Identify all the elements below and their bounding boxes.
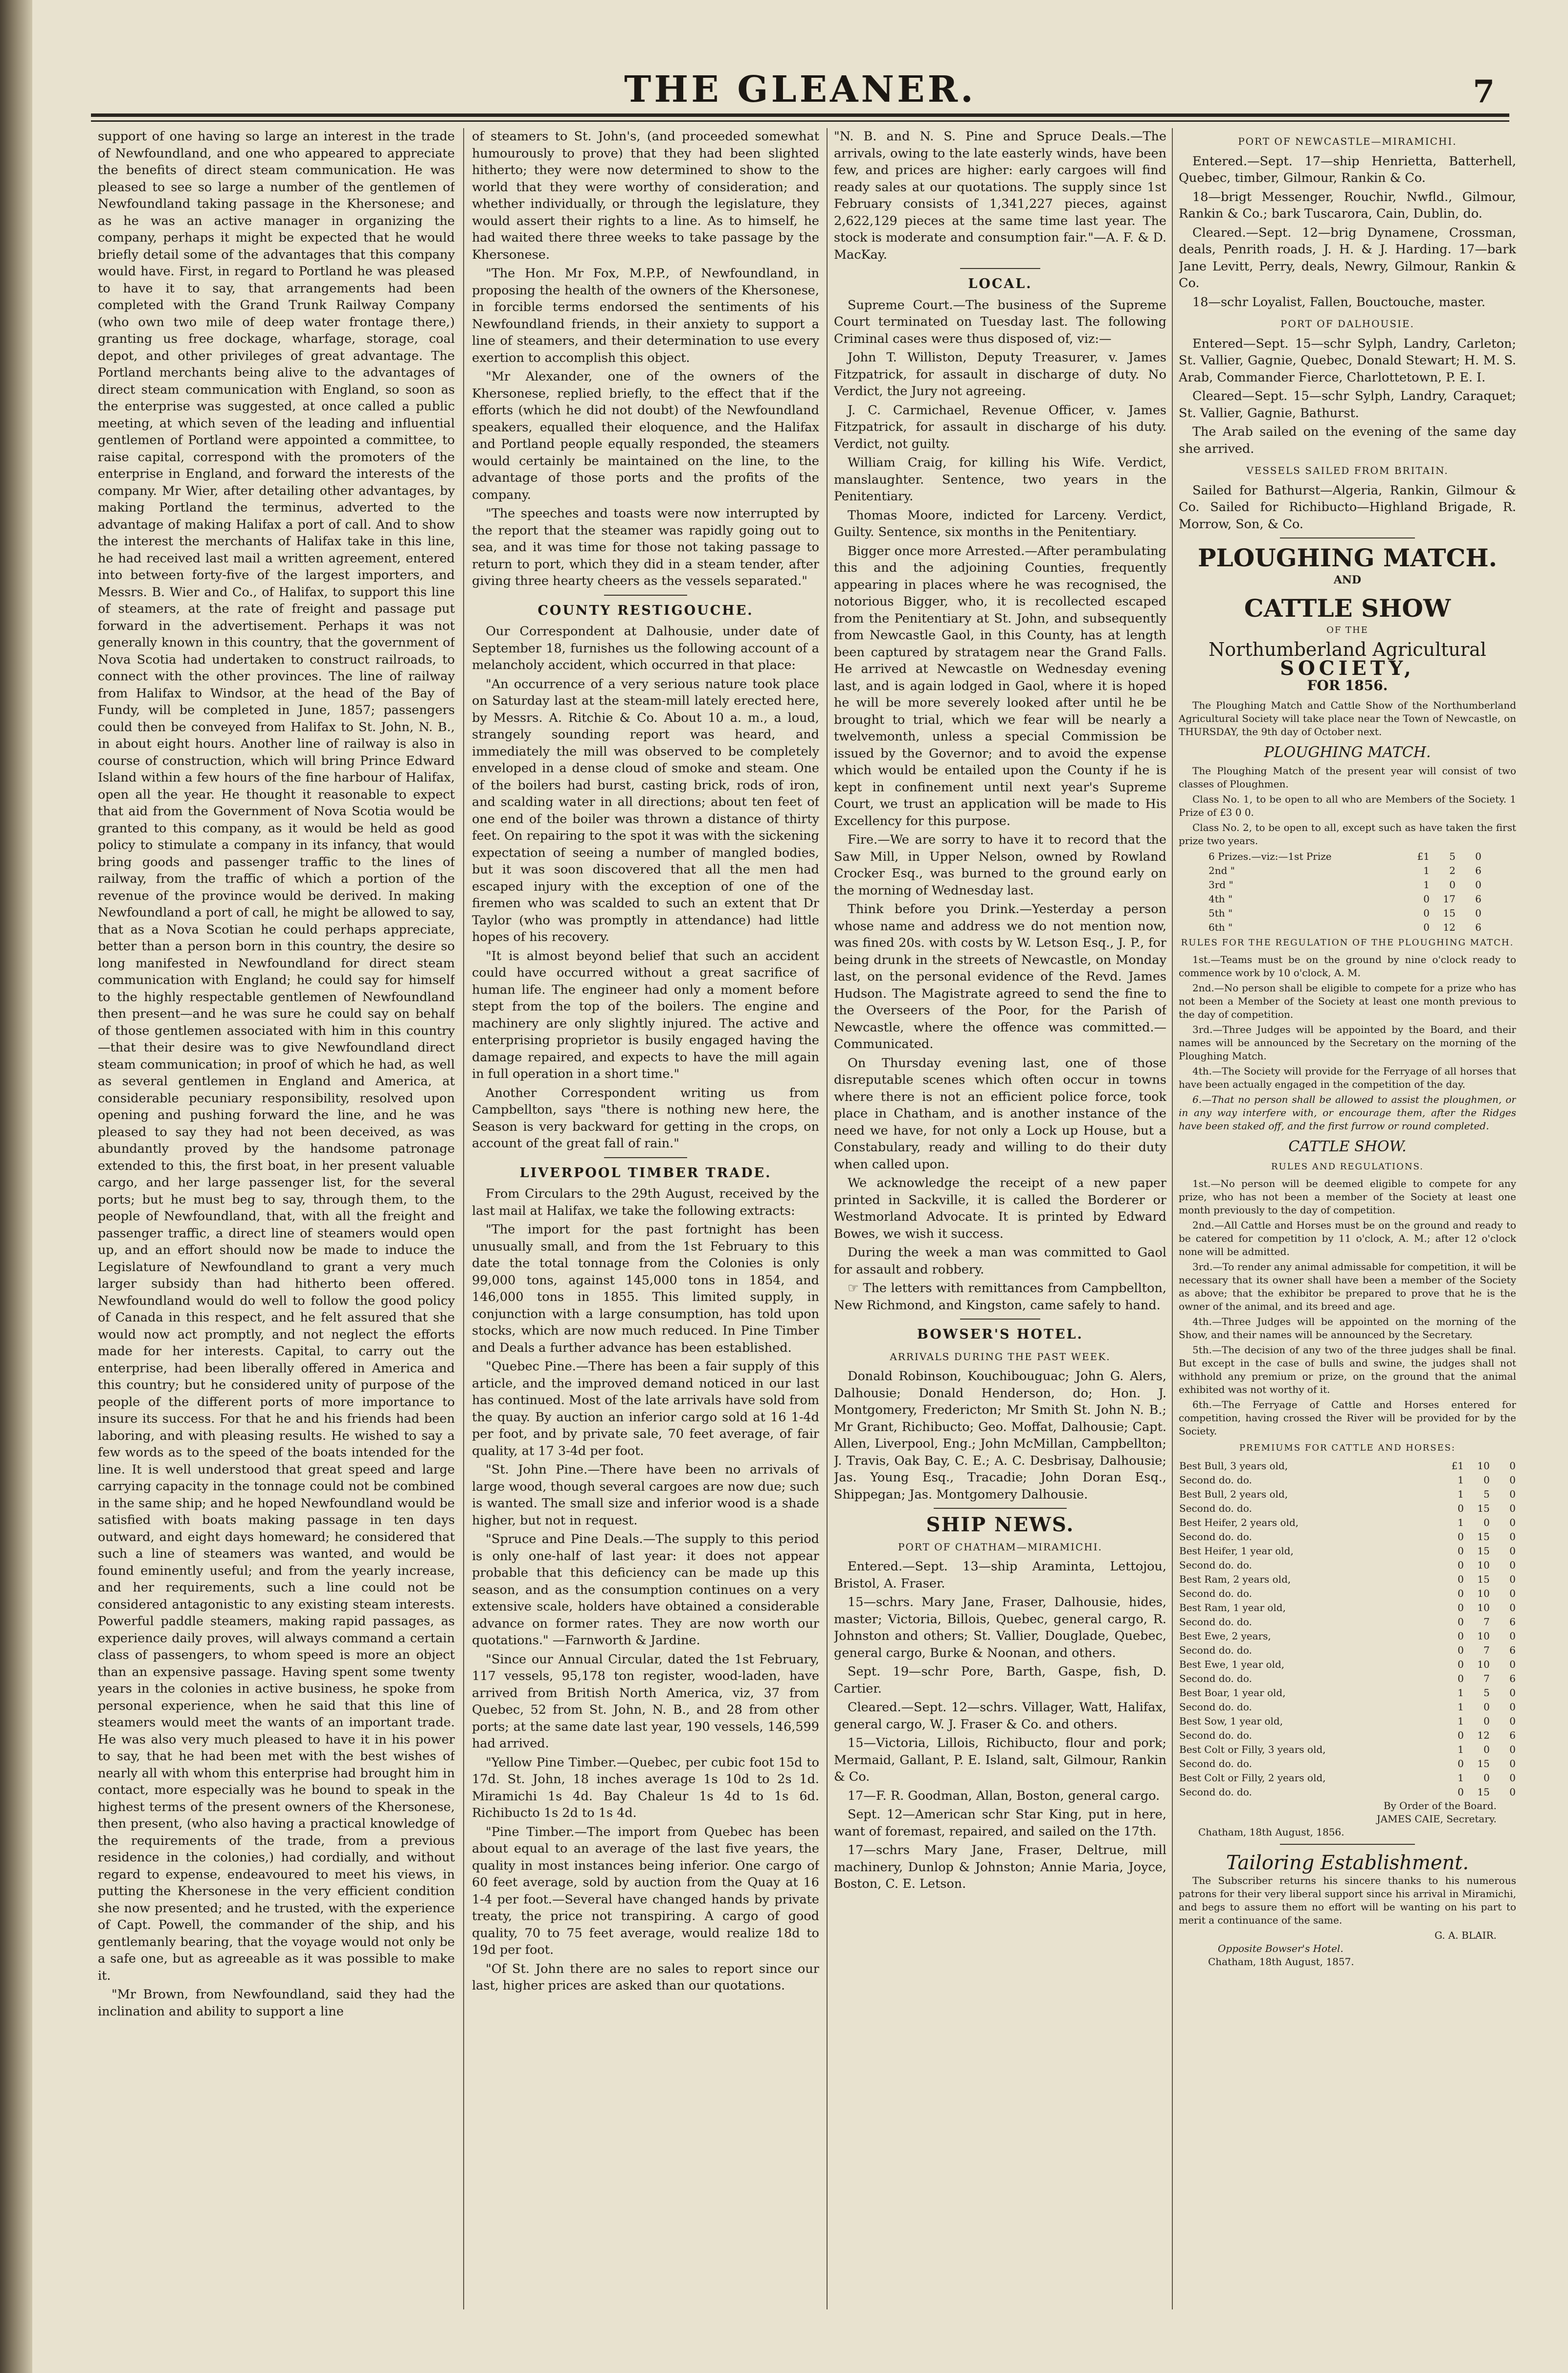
pounds: 0 [1457,1757,1464,1769]
article-paragraph: "Quebec Pine.—There has been a fair supply of this article, and the improved demand noticed in our last has continued. Most of the late arrivals have sold from the quay. By auction an inferior cargo sold at 16 1-4d per foot, and by private sale, 70 feet average, of fair quality, at 17 3-4d per foot. [472,1359,819,1458]
shillings: 7 [1483,1615,1490,1628]
premium-row [1179,1587,1516,1601]
masthead-title: THE GLEANER. [624,68,976,111]
ad-rule: 4th.—Three Judges will be appointed on the morning of the Show, and their names will be announced by the Secretary. [1179,1316,1516,1341]
premium-row [1179,1728,1516,1743]
ad-year: FOR 1856. [1307,677,1388,694]
pence: 0 [1509,1530,1516,1543]
premium-row [1179,1757,1516,1771]
section-heading: COUNTY RESTIGOUCHE. [538,603,754,618]
premium-label: Best Bull, 3 years old, [1179,1459,1288,1472]
section-subheading: ARRIVALS DURING THE PAST WEEK. [890,1350,1111,1363]
article-paragraph: William Craig, for killing his Wife. Verdict, manslaughter. Sentence, two years in the Penitentiary. [834,455,1166,504]
pounds: 0 [1457,1630,1464,1642]
premium-row [1179,1714,1516,1728]
article-paragraph: "Yellow Pine Timber.—Quebec, per cubic foot 15d to 17d. St. John, 18 inches average 1s 10d to 2s 1d. Miramichi 1s 4d. Bay Chaleur 1s 4d to 1s 6d. Richibucto 1s 2d to 1s 4d. [472,1755,819,1820]
article-paragraph: Another Correspondent writing us from Campbellton, says "there is nothing new here, the Season is very backward for getting in the crops, on account of the great fall of rain." [472,1085,819,1151]
premium-row [1179,1516,1516,1530]
pounds: 0 [1457,1587,1464,1599]
ad-paragraph: The Ploughing Match of the present year will consist of two classes of Ploughmen. [1179,764,1516,790]
prize-row [1208,878,1482,892]
shillings: 15 [1477,1573,1490,1585]
section-separator [604,1157,687,1158]
pence: 0 [1509,1474,1516,1486]
article-paragraph: "It is almost beyond belief that such an accident could have occurred without a great sacrifice of human life. The engineer had only a moment before stept from the top of the boilers. The engine and machinery are only slightly injured. The active and enterprising proprietor is busily engaged having the damage repaired, and expects to have the mill again in full operation in a short time." [472,948,819,1081]
shillings: 10 [1477,1601,1490,1613]
ad-and: AND [1333,574,1362,586]
pence: 0 [1509,1587,1516,1599]
pounds: 0 [1457,1658,1464,1670]
pence: 6 [1475,864,1481,876]
premium-row [1179,1601,1516,1615]
premium-label: Second do. do. [1179,1559,1252,1571]
premium-row [1179,1686,1516,1700]
section-subheading: PORT OF CHATHAM—MIRAMICHI. [898,1541,1102,1553]
article-paragraph: support of one having so large an interest in the trade of Newfoundland, and one who appeared to appreciate the benefits of direct steam communication. He was pleased to see so large a number of the gentlemen of Newfoundland taking passage in the Khersonese; and as he was an active manager in organizing the company, perhaps it might be expected that he would briefly detail some of the advantages that this company would have. First, in regard to Portland he was pleased to have it to say, that arrangements had been completed with the Grand Trunk Railway Company (who own two mile of deep water frontage there,) granting us free dockage, wharfage, storage, coal depot, and other privileges of great advantage. The Portland merchants being alive to the advantages of direct steam communication with England, so soon as the enterprise was suggested, at once called a public meeting, at which seven of the leading and influential gentlemen of Portland were appointed a committee, to raise capital, correspond with the promoters of the enterprise in England, and forward the interests of the company. Mr Wier, after detailing other advantages, by making Portland the terminus, adverted to the advantage of making Halifax a port of call. And to show the interest the merchants of Halifax take in this line, he had received last mail a written agreement, entered into between forty-five of the largest importers, and Messrs. B. Wier and Co., of Halifax, to support this line of steamers, at the rate of freight and passage put forward in the advertisement. Perhaps it was not generally known in this country, that the government of Nova Scotia had undertaken to construct railroads, to connect with the other provinces. The line of railway from Halifax to Windsor, at the head of the Bay of Fundy, will be completed in June, 1857; passengers could then be conveyed from Halifax to St. John, N. B., in about eight hours. Another line of railway is also in course of construction, which will bring Prince Edward Island within a few hours of the fine harbour of Halifax, open all the year. He thought it reasonable to expect that aid from the Government of Nova Scotia would be granted to this company, as it would be held as good policy to stimulate a company in its infancy, that would bring goods and passenger traffic to the lines of railway, from the traffic of which a portion of the revenue of the province would be derived. In making Newfoundland a port of call, he might be allowed to say, that as a Nova Scotian he could perhaps appreciate, better than a person born in this country, the desire so long manifested in Newfoundland for direct steam communication with England; he could say for himself to the highly respectable gentlemen of Newfoundland then present—and he was sure he could say on behalf of those gentlemen associated with him in this country—that their desire was to give Newfoundland direct steam communication; in proof of which he had, as well as several gentlemen in England and America, at considerable pecuniary responsibility, resolved upon opening and pushing forward the line, and he was pleased to say they had not been deceived, as was abundantly proved by the handsome patronage extended to this, the first boat, in her present valuable cargo, and her large passenger list, for the several ports; but he must beg to say, through them, to the people of Newfoundland, that, with all the freight and passenger traffic, a direct line of steamers would open up, and an effort should now be made to induce the Legislature of Newfoundland to grant a very much larger subsidy than had hitherto been offered. Newfoundland would do well to follow the good policy of Canada in this respect, and he felt assured that she would now act promptly, and not neglect the efforts made for her interests. Capital, to carry out the enterprise, had been liberally offered in America and this country; but he considered unity of purpose of the people of the different ports of more importance to insure its success. For that he and his friends had been laboring, and with pleasing results. He wished to say a few words as to the speed of the boats intended for the line. It is well understood that great speed and large carrying capacity in the tonnage could not be combined in the same ship; and he hoped Newfoundland would be satisfied with boats making passage in ten days outward, and eight days homeward; he considered that such a line of steamers was wanted, and would be found eminently useful; and from the yearly increase, and her requirements, such a line could not be considered antagonistic to any existing steam interests. Powerful paddle steamers, making rapid passages, as experience daily proves, will always command a certain class of passengers, to whom speed is more an object than an expensive passage. Having spent some twenty years in the colonies in active business, he spoke from personal experience, when he said that this line of steamers would meet the wants of an important trade. He was also very much pleased to have it in his power to say, that he had been met with the best wishes of nearly all with whom this enterprise had brought him in contact, more especially was he bound to speak in the highest terms of the present owners of the Khersonese, then present, (who also having a practical knowledge of the requirements of the trade, from a previous residence in the colonies,) had cordially, and without regard to expense, endeavoured to meet his views, in putting the Khersonese in the very efficient condition she now presented; and he trusted, with the experience of Capt. Powell, the commander of the ship, and his gentlemanly bearing, that the voyage would not only be a safe one, but as agreeable as it was possible to make it. [98,129,455,1983]
premium-label: Second do. do. [1179,1587,1252,1599]
prize-row [1208,892,1482,906]
ad-rule: 2nd.—All Cattle and Horses must be on the ground and ready to be catered for competition by 11 o'clock, A. M.; after 12 o'clock none will be admitted. [1179,1219,1516,1257]
article-paragraph: We acknowledge the receipt of a new paper printed in Sackville, it is called the Borderer or Westmorland Advocate. It is printed by Edward Bowes, we wish it success. [834,1176,1166,1241]
premium-label: Second do. do. [1179,1502,1252,1514]
article-paragraph: Bigger once more Arrested.—After perambulating this and the adjoining Counties, frequently appearing in places where he was recognised, the notorious Bigger, who, it is recollected escaped from the Penitentiary at St. John, and subsequently from Newcastle Gaol, in this County, has at length been captured by stratagem near the Grand Falls. He arrived at Newcastle on Wednesday evening last, and is again lodged in Gaol, where it is hoped he will be more severely looked after until he be brought to trial, which we fear will be nearly a twelvemonth, unless a special Commission be issued by the Governor; and to avoid the expense which would be entailed upon the County if he is kept in confinement until next year's Supreme Court, we trust an application will be made to His Excellency for this purpose. [834,543,1166,828]
shillings: 0 [1483,1474,1490,1486]
premium-row [1179,1615,1516,1629]
premium-label: Second do. do. [1179,1786,1252,1798]
premium-label: Best Ram, 2 years old, [1179,1573,1291,1585]
premium-label: Best Bull, 2 years old, [1179,1488,1288,1500]
article-paragraph: "The speeches and toasts were now interrupted by the report that the steamer was rapidly going out to sea, and it was time for those not taking passage to return to port, which they did in a steam tender, after giving three hearty cheers as the vessels separated." [472,506,819,588]
premium-label: Second do. do. [1179,1644,1252,1656]
premium-row [1179,1785,1516,1799]
shillings: 15 [1477,1786,1490,1798]
article-paragraph: 15—Victoria, Lillois, Richibucto, flour and pork; Mermaid, Gallant, P. E. Island, salt, Gilmour, Rankin & Co. [834,1736,1166,1784]
shillings: 7 [1483,1672,1490,1684]
premium-label: Second do. do. [1179,1474,1252,1486]
shillings: 12 [1443,921,1456,933]
shillings: 0 [1449,878,1456,891]
pounds: 0 [1457,1502,1464,1514]
prize-row [1208,920,1482,935]
article-paragraph: Thomas Moore, indicted for Larceny. Verdict, Guilty. Sentence, six months in the Penitentiary. [834,508,1166,539]
article-paragraph: During the week a man was committed to Gaol for assault and robbery. [834,1245,1166,1277]
tailor-title: Tailoring Establishment. [1226,1851,1469,1874]
shillings: 10 [1477,1459,1490,1472]
article-paragraph: 17—F. R. Goodman, Allan, Boston, general cargo. [848,1788,1160,1803]
pence: 0 [1475,907,1481,919]
pounds: 1 [1423,864,1430,876]
pence: 6 [1509,1644,1516,1656]
ad-rule: 1st.—Teams must be on the ground by nine o'clock ready to commence work by 10 o'clock, A. M. [1179,954,1516,979]
pence: 0 [1509,1701,1516,1713]
article-paragraph: "An occurrence of a very serious nature took place on Saturday last at the steam-mill lately erected here, by Messrs. A. Ritchie & Co. About 10 a. m., a loud, strangely sounding report was heard, and immediately the mill was observed to be completely enveloped in a dense cloud of smoke and steam. One of the boilers had burst, casting brick, rods of iron, and scalding water in all directions; about ten feet of one end of the boiler was thrown a distance of thirty feet. On repairing to the spot it was with the sickening expectation of seeing a number of mangled bodies, but it was soon discovered that all the men had escaped injury with the exception of one of the firemen who was scalded to such an extent that Dr Taylor (who was promptly in attendance) had little hopes of his recovery. [472,676,819,944]
section-subheading: PORT OF DALHOUSIE. [1280,318,1414,330]
pence: 0 [1509,1771,1516,1784]
shillings: 0 [1483,1701,1490,1713]
ad-rule: 1st.—No person will be deemed eligible to compete for any prize, who has not been a member of the Society at least one month previously to the day of competition. [1179,1178,1516,1216]
premium-row [1179,1672,1516,1686]
premium-label: Best Colt or Filly, 2 years old, [1179,1771,1326,1784]
article-paragraph: "St. John Pine.—There have been no arrivals of large wood, though several cargoes are now due; such is wanted. The small size and inferior wood is a shade higher, but not in request. [472,1462,819,1528]
column-2 [472,128,819,2329]
shillings: 12 [1477,1729,1490,1741]
column-divider [463,128,464,2309]
shillings: 10 [1477,1658,1490,1670]
pounds: 0 [1457,1530,1464,1543]
premium-row [1179,1501,1516,1516]
section-separator [1280,1844,1415,1845]
pence: 0 [1509,1516,1516,1528]
ad-society: Northumberland Agricultural [1209,639,1486,660]
premium-label: Best Ewe, 1 year old, [1179,1658,1285,1670]
pence: 0 [1509,1502,1516,1514]
pounds: 1 [1457,1474,1464,1486]
ad-premiums-heading: PREMIUMS FOR CATTLE AND HORSES: [1239,1443,1456,1453]
premium-label: Second do. do. [1179,1729,1252,1741]
column-3 [834,128,1166,2329]
masthead-rule [91,113,1509,117]
section-heading: LOCAL. [968,276,1032,291]
pence: 0 [1509,1459,1516,1472]
article-paragraph: 18—schr Loyalist, Fallen, Bouctouche, master. [1192,294,1486,310]
ad-rule: 5th.—The decision of any two of the three judges shall be final. But except in the case of bulls and swine, the judges shall not withhold any premium or prize, on the ground that the animal exhibited was not worthy of it. [1179,1344,1516,1395]
pence: 6 [1475,893,1481,905]
premium-row [1179,1657,1516,1672]
section-separator [1280,537,1415,538]
section-separator [934,1508,1067,1509]
pounds: 0 [1457,1729,1464,1741]
premium-label: 5th " [1209,907,1233,919]
tailor-body: The Subscriber returns his sincere thanks to his numerous patrons for their very liberal support since his arrival in Miramichi, and begs to assure them no effort will be wanting on his part to merit a continuance of the same. [1179,1875,1516,1926]
shillings: 17 [1443,893,1456,905]
prize-row [1208,906,1482,920]
premium-label: Second do. do. [1179,1757,1252,1769]
ad-order: By Order of the Board. [1383,1799,1497,1812]
section-separator [960,1319,1040,1320]
article-paragraph: "The import for the past fortnight has been unusually small, and from the 1st February to this date the total tonnage from the Colonies is only 99,000 tons, against 145,000 tons in 1854, and 146,000 tons in 1855. This limited supply, in conjunction with a large consumption, has told upon stocks, which are now much reduced. In Pine Timber and Deals a further advance has been established. [472,1222,819,1355]
ad-rule: 2nd.—No person shall be eligible to compete for a prize who has not been a Member of the Society at least one month previous to the day of competition. [1179,982,1516,1020]
premium-row [1179,1544,1516,1558]
article-paragraph: Sept. 12—American schr Star King, put in here, want of foremast, repaired, and sailed on the 17th. [834,1807,1166,1839]
pounds: 0 [1457,1786,1464,1798]
article-paragraph: Supreme Court.—The business of the Supreme Court terminated on Tuesday last. The following Criminal cases were thus disposed of, viz:— [834,297,1166,346]
premium-row [1179,1771,1516,1785]
pence: 0 [1509,1743,1516,1755]
prize-row [1208,864,1482,878]
pounds: 1 [1457,1701,1464,1713]
article-paragraph: Think before you Drink.—Yesterday a person whose name and address we do not mention now, was fined 20s. with costs by W. Letson Esq., J. P., for being drunk in the streets of Newcastle, on Monday last, on the personal evidence of the Revd. James Hudson. The Magistrate agreed to send the fine to the Overseers of the Poor, for the Parish of Newcastle, where the offence was committed.—Communicated. [834,902,1166,1052]
article-paragraph: 18—brigt Messenger, Rouchir, Nwfld., Gilmour, Rankin & Co.; bark Tuscarora, Cain, Dublin, do. [1179,189,1516,221]
pounds: 1 [1457,1516,1464,1528]
pounds: 0 [1457,1545,1464,1557]
pence: 0 [1509,1786,1516,1798]
ad-rules-heading: RULES FOR THE REGULATION OF THE PLOUGHING MATCH. [1181,937,1514,948]
premium-row [1179,1643,1516,1657]
masthead-rule-thin [91,120,1509,122]
shillings: 5 [1483,1488,1490,1500]
shillings: 15 [1477,1502,1490,1514]
premium-label: Second do. do. [1179,1701,1252,1713]
article-paragraph: 15—schrs. Mary Jane, Fraser, Dalhousie, hides, master; Victoria, Billois, Quebec, general cargo, R. Johnston and others; St. Vallier, Douglade, Quebec, general cargo, Burke & Noonan, and others. [834,1595,1166,1660]
premium-label: 6th " [1209,921,1233,933]
article-paragraph: "Since our Annual Circular, dated the 1st February, 117 vessels, 95,178 ton register, wood-laden, have arrived from British North America, viz, 37 from Quebec, 52 from St. John, N. B., and 28 from other ports; at the same date last year, 190 vessels, 146,599 had arrived. [472,1652,819,1751]
ad-secretary: JAMES CAIE, Secretary. [1376,1813,1497,1825]
pence: 0 [1509,1488,1516,1500]
article-paragraph: Cleared—Sept. 15—schr Sylph, Landry, Caraquet; St. Vallier, Gagnie, Bathurst. [1179,389,1516,421]
article-paragraph: 17—schrs Mary Jane, Fraser, Deltrue, mill machinery, Dunlop & Johnston; Annie Maria, Joyce, Boston, C. E. Letson. [834,1843,1166,1891]
shillings: 5 [1483,1686,1490,1699]
article-paragraph: "The Hon. Mr Fox, M.P.P., of Newfoundland, in proposing the health of the owners of the Khersonese, in forcible terms endorsed the sentiments of his Newfoundland friends, in their anxiety to support a line of steamers, and their determination to use every exertion to accomplish this object. [472,266,819,365]
premium-label: Second do. do. [1179,1530,1252,1543]
pounds: 0 [1423,907,1430,919]
premium-row [1179,1530,1516,1544]
ad-subheading: RULES AND REGULATIONS. [1271,1161,1424,1172]
pounds: £1 [1417,850,1430,862]
shillings: 15 [1443,907,1456,919]
article-paragraph: ☞ The letters with remittances from Campbellton, New Richmond, and Kingston, came safely to hand. [834,1281,1166,1313]
ad-section-heading: CATTLE SHOW. [1288,1138,1407,1155]
ad-paragraph: Class No. 1, to be open to all who are Members of the Society. 1 Prize of £3 0 0. [1179,793,1516,818]
column-divider [1172,128,1173,2309]
ad-society-2: SOCIETY, [1280,657,1415,680]
premium-label: 4th " [1209,893,1233,905]
tailor-name: G. A. BLAIR. [1434,1929,1497,1941]
ad-rule: 4th.—The Society will provide for the Ferryage of all horses that have been actually engaged in the competition of the day. [1179,1065,1516,1090]
article-paragraph: John T. Williston, Deputy Treasurer, v. James Fitzpatrick, for assault in discharge of duty. No Verdict, the Jury not agreeing. [834,350,1166,399]
shillings: 0 [1483,1743,1490,1755]
premium-label: Best Boar, 1 year old, [1179,1686,1286,1699]
shillings: 15 [1477,1530,1490,1543]
section-heading: SHIP NEWS. [926,1513,1075,1536]
pounds: 1 [1457,1488,1464,1500]
ploughing-prizes-table [1208,850,1482,935]
pence: 6 [1509,1672,1516,1684]
pence: 0 [1509,1686,1516,1699]
article-paragraph: of steamers to St. John's, (and proceeded somewhat humourously to prove) that they had been slighted hitherto; they were now determined to show to the world that they were worthy of consideration; and whether individually, or through the legislature, they would assert their rights to a line. As to himself, he had waited there three weeks to take passage by the Khersonese. [472,129,819,262]
shillings: 0 [1483,1516,1490,1528]
shillings: 15 [1477,1545,1490,1557]
article-paragraph: Entered.—Sept. 17—ship Henrietta, Batterhell, Quebec, timber, Gilmour, Rankin & Co. [1179,154,1516,185]
shillings: 5 [1449,850,1456,862]
premium-row [1179,1558,1516,1572]
pence: 0 [1509,1715,1516,1727]
pounds: 1 [1457,1743,1464,1755]
premium-label: Second do. do. [1179,1615,1252,1628]
article-paragraph: Entered—Sept. 15—schr Sylph, Landry, Carleton; St. Vallier, Gagnie, Quebec, Donald Stewart; H. M. S. Arab, Commander Fierce, Charlottetown, P. E. I. [1179,336,1516,385]
article-paragraph: "Spruce and Pine Deals.—The supply to this period is only one-half of last year: it does not appear probable that this deficiency can be made up this season, and as the consumption continues on a very extensive scale, holders have obtained a considerable advance on former rates. They are now worth our quotations." —Farnworth & Jardine. [472,1532,819,1648]
article-paragraph: On Thursday evening last, one of those disreputable scenes which often occur in towns where there is not an efficient police force, took place in Chatham, and is another instance of the need we have, for not only a Lock up House, but a Constabulary, ready and willing to do their duty when called upon. [834,1055,1166,1172]
cattle-premiums-table [1179,1459,1516,1799]
ad-of: OF THE [1326,625,1368,635]
tailoring-advertisement [1179,1851,1516,1969]
premium-label: Second do. do. [1179,1672,1252,1684]
prize-row [1208,850,1482,864]
pounds: 1 [1423,878,1430,891]
article-paragraph: "Of St. John there are no sales to report since our last, higher prices are asked than our quotations. [472,1961,819,1993]
pence: 0 [1509,1573,1516,1585]
premium-label: Best Ram, 1 year old, [1179,1601,1286,1613]
pence: 0 [1509,1545,1516,1557]
article-paragraph: Fire.—We are sorry to have it to record that the Saw Mill, in Upper Nelson, owned by Rowland Crocker Esq., was burned to the ground early on the morning of Wednesday last. [834,832,1166,898]
pounds: 1 [1457,1771,1464,1784]
pounds: 1 [1457,1686,1464,1699]
ploughing-match-advertisement [1179,544,1516,1839]
section-separator [604,595,687,596]
pence: 6 [1509,1615,1516,1628]
article-paragraph: Sailed for Bathurst—Algeria, Rankin, Gilmour & Co. Sailed for Richibucto—Highland Brigade, R. Morrow, Son, & Co. [1179,483,1516,532]
pounds: 0 [1423,893,1430,905]
premium-row [1179,1629,1516,1643]
premium-row [1179,1743,1516,1757]
pounds: 0 [1457,1644,1464,1656]
section-subheading: VESSELS SAILED FROM BRITAIN. [1246,465,1449,476]
article-paragraph: Sept. 19—schr Pore, Barth, Gaspe, fish, D. Cartier. [834,1664,1166,1696]
pounds: £1 [1451,1459,1464,1472]
premium-label: 3rd " [1209,878,1233,891]
section-heading: LIVERPOOL TIMBER TRADE. [519,1165,772,1181]
premium-label: 6 Prizes.—viz:—1st Prize [1209,850,1332,862]
article-paragraph: "Mr Alexander, one of the owners of the Khersonese, replied briefly, to the effect that if the efforts (which he did not doubt) of the Newfoundland speakers, equalled their eloquence, and the Halifax and Portland people equally responded, the steamers would certainly be maintained on the line, to the advantage of those ports and the profits of the company. [472,369,819,502]
pence: 0 [1475,850,1481,862]
shillings: 10 [1477,1559,1490,1571]
shillings: 0 [1483,1771,1490,1784]
pounds: 0 [1457,1601,1464,1613]
ad-rule: 3rd.—Three Judges will be appointed by the Board, and their names will be announced by the Secretary on the morning of the Ploughing Match. [1179,1024,1516,1062]
column-divider [827,128,828,2309]
page-number: 7 [1473,73,1495,110]
premium-row [1179,1473,1516,1487]
premium-label: Best Heifer, 1 year old, [1179,1545,1294,1557]
premium-label: Best Heifer, 2 years old, [1179,1516,1299,1528]
article-paragraph: J. C. Carmichael, Revenue Officer, v. James Fitzpatrick, for assault in discharge of his duty. Verdict, not guilty. [834,403,1166,451]
premium-row [1179,1572,1516,1587]
ad-intro: The Ploughing Match and Cattle Show of the Northumberland Agricultural Society will take place near the Town of Newcastle, on THURSDAY, the 9th day of October next. [1179,699,1516,738]
pence: 0 [1509,1630,1516,1642]
pence: 0 [1509,1601,1516,1613]
ad-rule: 6.—That no person shall be allowed to assist the ploughmen, or in any way interfere with, or encourage them, after the Ridges have been staked off, and the first furrow or round completed. [1179,1094,1516,1132]
pounds: 1 [1457,1715,1464,1727]
section-separator [960,268,1040,269]
pounds: 0 [1457,1615,1464,1628]
ad-title: PLOUGHING MATCH. [1197,543,1498,572]
pounds: 0 [1457,1672,1464,1684]
premium-label: Best Sow, 1 year old, [1179,1715,1283,1727]
premium-row [1179,1487,1516,1501]
article-paragraph: The Arab sailed on the evening of the same day she arrived. [1179,425,1516,456]
tailor-address: Opposite Bowser's Hotel. [1218,1943,1344,1954]
book-binding [0,0,32,2373]
shillings: 2 [1449,864,1456,876]
section-subheading: PORT OF NEWCASTLE—MIRAMICHI. [1238,135,1457,147]
article-paragraph: Cleared.—Sept. 12—brig Dynamene, Crossman, deals, Penrith roads, J. H. & J. Harding. 17—bark Jane Levitt, Perry, deals, Newry, Gilmour, Rankin & Co. [1179,225,1516,291]
article-paragraph: Donald Robinson, Kouchibouguac; John G. Alers, Dalhousie; Donald Henderson, do; Hon. J. Montgomery, Fredericton; Mr Smith St. John N. B.; Mr Grant, Richibucto; Geo. Moffat, Dalhousie; Capt. Allen, Liverpool, Eng.; John McMillan, Campbellton; J. Travis, Oak Bay, C. E.; A. C. Desbrisay, Dalhousie; Jas. Young Esq., Tracadie; John Doran Esq., Shippegan; Jas. Montgomery Dalhousie. [834,1369,1166,1502]
section-heading: BOWSER'S HOTEL. [917,1327,1083,1342]
pounds: 0 [1457,1573,1464,1585]
pence: 0 [1509,1658,1516,1670]
column-4 [1179,128,1516,2329]
pence: 0 [1509,1559,1516,1571]
article-paragraph: Our Correspondent at Dalhousie, under date of September 18, furnishes us the following account of a melancholy accident, which occurred in that place: [472,624,819,672]
pounds: 0 [1457,1559,1464,1571]
shillings: 0 [1483,1715,1490,1727]
premium-label: 2nd " [1209,864,1235,876]
article-paragraph: From Circulars to the 29th August, received by the last mail at Halifax, we take the following extracts: [472,1186,819,1218]
column-1 [98,128,455,2329]
article-paragraph: "Pine Timber.—The import from Quebec has been about equal to an average of the last five years, the quality in most instances being inferior. One cargo of 60 feet average, sold by auction from the Quay at 16 1-4 per foot.—Several have changed hands by private treaty, the price not transpiring. A cargo of good quality, 70 to 75 feet average, would realize 18d to 19d per foot. [472,1824,819,1957]
ad-rule: 6th.—The Ferryage of Cattle and Horses entered for competition, having crossed the River will be provided for by the Society. [1179,1399,1516,1437]
ad-section-heading: PLOUGHING MATCH. [1264,744,1431,761]
premium-label: Best Ewe, 2 years, [1179,1630,1271,1642]
shillings: 10 [1477,1630,1490,1642]
article-paragraph: Entered.—Sept. 13—ship Araminta, Lettojou, Bristol, A. Fraser. [834,1559,1166,1591]
shillings: 7 [1483,1644,1490,1656]
premium-row [1179,1459,1516,1473]
article-paragraph: "N. B. and N. S. Pine and Spruce Deals.—The arrivals, owing to the late easterly winds, have been few, and prices are higher: early cargoes will find ready sales at our quotations. The supply since 1st February consists of 1,341,227 pieces, against 2,622,129 pieces at the same time last year. The stock is moderate and consumption fair."—A. F. & D. MacKay. [834,129,1166,262]
article-paragraph: Cleared.—Sept. 12—schrs. Villager, Watt, Halifax, general cargo, W. J. Fraser & Co. and others. [834,1700,1166,1732]
tailor-date: Chatham, 18th August, 1857. [1208,1956,1354,1968]
premium-row [1179,1700,1516,1714]
pence: 6 [1475,921,1481,933]
article-paragraph: "Mr Brown, from Newfoundland, said they had the inclination and ability to support a line [98,1987,455,2019]
pence: 6 [1509,1729,1516,1741]
ad-date: Chatham, 18th August, 1856. [1198,1826,1344,1838]
ad-title-2: CATTLE SHOW [1244,593,1451,623]
ad-rule: 3rd.—To render any animal admissable for competition, it will be necessary that its owner shall have been a member of the Society as above; that the exhibitor be prepared to prove that he is the owner of the animal, and its breed and age. [1179,1261,1516,1312]
shillings: 10 [1477,1587,1490,1599]
pence: 0 [1475,878,1481,891]
ad-paragraph: Class No. 2, to be open to all, except such as have taken the first prize two years. [1179,821,1516,847]
pence: 0 [1509,1757,1516,1769]
shillings: 15 [1477,1757,1490,1769]
pounds: 0 [1423,921,1430,933]
premium-label: Best Colt or Filly, 3 years old, [1179,1743,1326,1755]
